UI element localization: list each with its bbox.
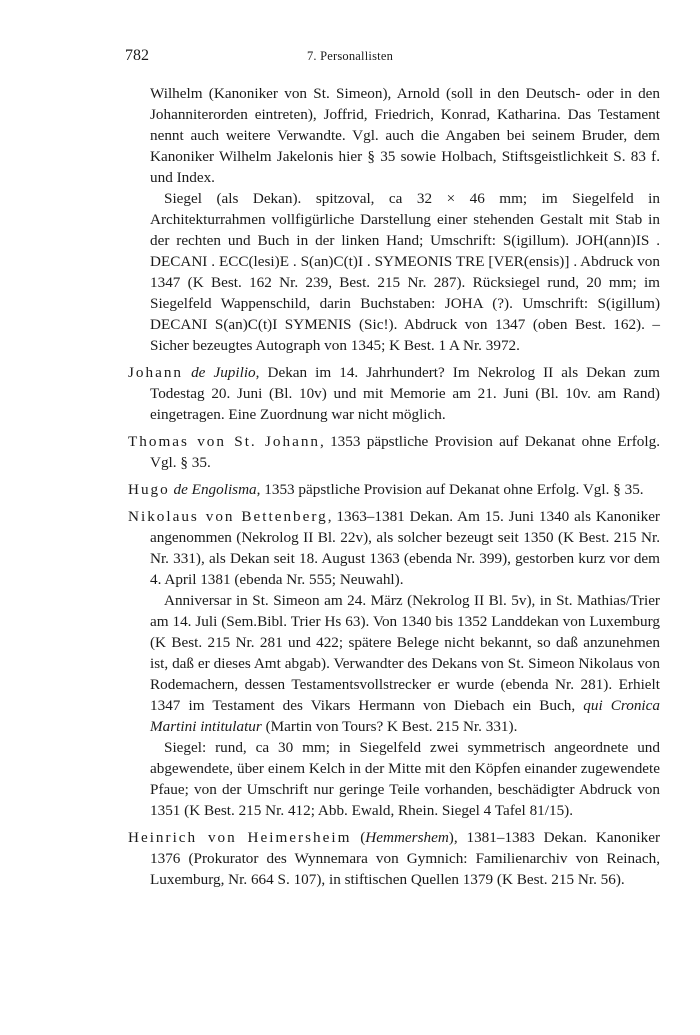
page-body	[128, 83, 660, 896]
paragraph: Siegel (als Dekan). spitzoval, ca 32 × 46 mm; im Siegelfeld in Architekturrahmen vollfigürliche Darstellung einer stehenden Gestalt mit Stab in der rechten und Buch in der linken Hand; Umschrift: S(igillum). JOH(ann)IS . DECANI . ECC(lesi)E . S(an)C(t)I . SYMEONIS TRE [VER(ensis)] . Abdruck von 1347 (K Best. 162 Nr. 239, Best. 215 Nr. 287). Rücksiegel rund, 20 mm; im Siegelfeld Wappenschild, darin Buchstaben: JOHA (?). Umschrift: S(igillum) DECANI S(an)C(t)I SYMENIS (Sic!). Abdruck von 1347 (oben Best. 162). – Sicher bezeugtes Autograph von 1345; K Best. 1 A Nr. 3972.	[150, 190, 660, 354]
entry-text: , 1353 päpstliche Provision auf Dekanat ohne Erfolg. Vgl. § 35.	[150, 433, 660, 471]
entry-name-suffix: Hemmershem	[365, 829, 449, 846]
paragraph: Siegel: rund, ca 30 mm; in Siegelfeld zwei symmetrisch angeordnete und abgewendete, über einem Kelch in der Mitte mit den Köpfen einander zugewendete Pfaue; von der Umschrift nur geringe Teile vorhanden, beschädigter Abdruck von 1351 (K Best. 215 Nr. 412; Abb. Ewald, Rhein. Siegel 4 Tafel 81/15).	[150, 739, 660, 819]
entry-name-suffix: de Jupilio	[191, 364, 256, 381]
book-title: qui Cronica Martini intitulatur	[150, 697, 660, 735]
entry-name: Johann	[128, 364, 184, 381]
continued-entry	[128, 83, 660, 356]
entry-name-suffix: de Engolisma	[173, 481, 257, 498]
entry-heinrich: Heinrich von Heimersheim (Hemmershem), 1381–1383 Dekan. Kanoniker 1376 (Prokurator des Wynnemara von Gymnich: Familienarchiv von Reinach, Luxemburg, Nr. 664 S. 107), in stiftischen Quellen 1379 (K Best. 215 Nr. 56).	[128, 829, 661, 888]
entry-hugo	[128, 479, 660, 500]
entry-name: Thomas von St. Johann	[128, 433, 321, 450]
entry-thomas	[128, 431, 660, 473]
entry-text: , 1381–1383 Dekan. Kanoniker 1376 (Prokurator des Wynnemara von Gymnich: Familienarchiv von Reinach, Luxemburg, Nr. 664 S. 107), in stiftischen Quellen 1379 (K Best. 215 Nr. 56).	[150, 829, 661, 888]
entry-name: Nikolaus von Bettenberg	[128, 508, 328, 525]
entry-text: , 1363–1381 Dekan. Am 15. Juni 1340 als Kanoniker angenommen (Nekrolog II Bl. 22v), als solcher bezeugt seit 1350 (K Best. 215 Nr. Nr. 331), als Dekan seit 18. August 1363 (ebenda Nr. 399), gestorben kurz vor dem 4. April 1381 (ebenda Nr. 555; Neuwahl).	[150, 508, 660, 588]
entry-first-paragraph	[128, 506, 660, 590]
page-number: 782	[125, 47, 149, 64]
entry-nikolaus	[128, 506, 660, 821]
paragraph: Wilhelm (Kanoniker von St. Simeon), Arnold (soll in den Deutsch- oder in den Johanniterorden eintreten), Joffrid, Friedrich, Konrad, Katharina. Das Testament nennt auch weitere Verwandte. Vgl. auch die Angaben bei seinem Bruder, dem Kanoniker Wilhelm Jakelonis hier § 35 sowie Holbach, Stiftsgeistlichkeit S. 83 f. und Index.	[150, 85, 660, 186]
entry-text: , Dekan im 14. Jahrhundert? Im Nekrolog II als Dekan zum Todestag 20. Juni (Bl. 10v) und mit Memorie am 21. Juni (Bl. 10v. am Rand) eingetragen. Eine Zuordnung war nicht möglich.	[150, 364, 660, 423]
entry-johann	[128, 362, 660, 425]
entry-name: Hugo	[128, 481, 170, 498]
running-head: 7. Personallisten	[306, 49, 394, 63]
entry-name: Heinrich von Heimersheim	[128, 829, 352, 846]
paragraph: Anniversar in St. Simeon am 24. März (Nekrolog II Bl. 5v), in St. Mathias/Trier am 14. Juli (Sem.Bibl. Trier Hs 63). Von 1340 bis 1352 Landdekan von Luxemburg (K Best. 215 Nr. 281 und 422; spätere Belege nicht bekannt, so daß anzunehmen ist, daß er dieses Amt abgab). Verwandter des Dekans von St. Simeon Nikolaus von Rodemachern, dessen Testamentsvollstrecker er wurde (ebenda Nr. 281). Erhielt 1347 im Testament des Vikars Hermann von Diebach ein Buch, qui Cronica Martini intitulatur (Martin von Tours? K Best. 215 Nr. 331).	[150, 592, 660, 735]
entry-text: , 1353 päpstliche Provision auf Dekanat ohne Erfolg. Vgl. § 35.	[256, 481, 644, 498]
